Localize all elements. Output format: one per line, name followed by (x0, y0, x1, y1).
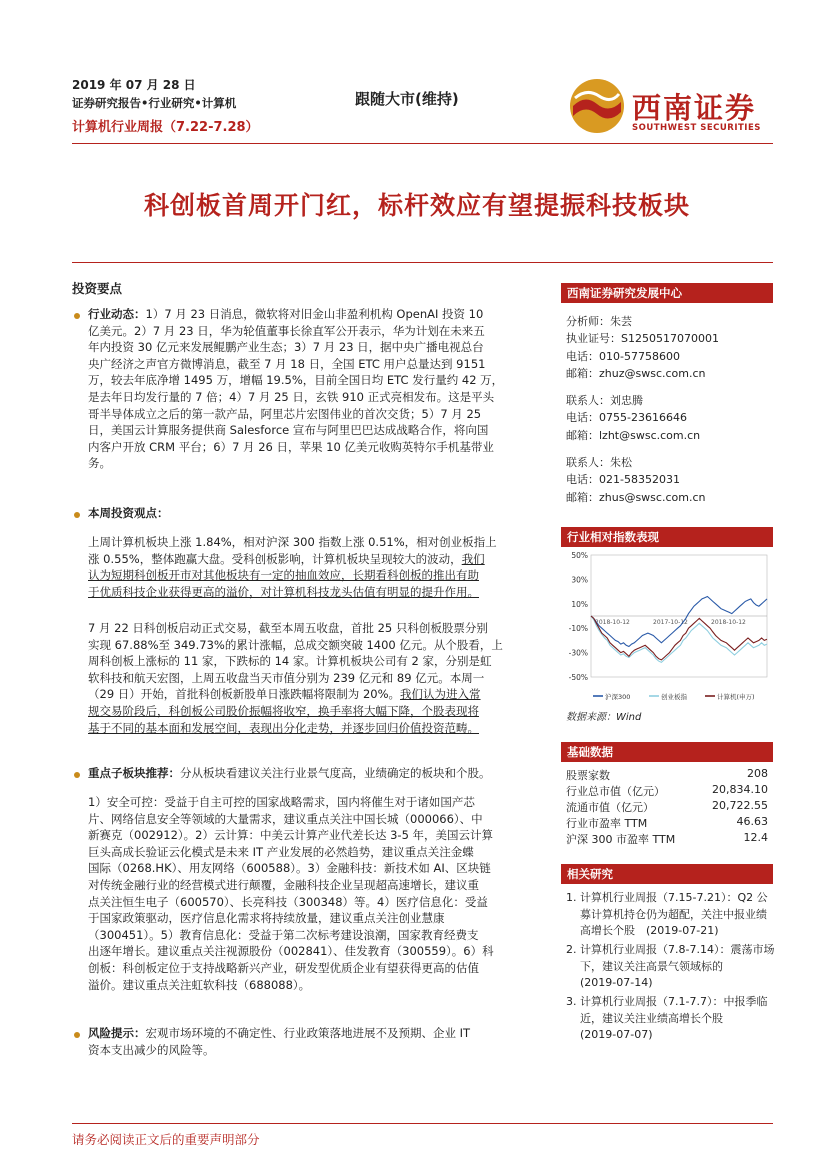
weekly-view-paragraph-1 (88, 534, 548, 600)
line: 务。 (88, 456, 111, 471)
legend-label: 沪深300 (605, 693, 631, 701)
underlined-text: 于优质科技企业获得更高的溢价，对计算机科技龙头估值有明显的提升作用。 (88, 584, 479, 599)
contact-name: 联系人：朱松 (566, 456, 632, 469)
focus-text: 分从板块看建议关注行业景气度高，业绩确定的板块和个股。 (180, 766, 491, 780)
line: 7 月 22 日科创板启动正式交易，截至本周五收盘，首批 25 只科创板股票分别 (88, 621, 488, 635)
report-date: 2019 年 07 月 28 日 (72, 78, 196, 92)
line: 对传统金融行业的经营模式进行颠覆，金融科技企业呈现超高速增长，建议重 (88, 877, 479, 892)
logo-text-cn: 西南证券 (632, 91, 757, 125)
related-report-line: (2019-07-14) (580, 976, 653, 989)
related-report-line: 2. 计算机行业周报（7.8-7.14）：震荡市场 (566, 943, 775, 956)
y-tick-label: 10% (571, 599, 588, 609)
underlined-text: 认为短期科创板开市对其他板块有一定的抽血效应，长期看科创板的推出有助 (88, 568, 479, 583)
focus-paragraph (88, 794, 548, 993)
basic-data-header: 基础数据 (561, 742, 773, 762)
bullet-icon (74, 313, 80, 319)
line: 央广经济之声官方微博消息，截至 7 月 18 日，全国 ETC 用户总量达到 9151 (88, 356, 486, 371)
basic-data-row (566, 767, 768, 783)
line: 于国家政策驱动，医疗信息化需求将持续放量，建议重点关注创业慧康 (88, 911, 445, 926)
line: 亿美元。2）7 月 23 日，华为轮值董事长徐直军公开表示，华为计划在未来五 (88, 323, 485, 338)
relative-index-chart (561, 549, 773, 707)
line: 哥半导体成立之后的第一款产品，阿里芯片宏图伟业的首次交货；5）7 月 25 (88, 406, 482, 421)
contact-email: 邮箱：lzht@swsc.com.cn (566, 428, 701, 442)
line: 是去年日均发行量的 7 倍；4）7 月 25 日，玄铁 910 正式亮相发布。这是平头 (88, 389, 495, 404)
line: 软科技和航天宏图，上周五收盘当天市值分别为 239 亿元和 89 亿元。本周一 (88, 670, 485, 685)
basic-data-key: 股票家数 (566, 769, 610, 782)
weekly-view-paragraph-2 (88, 620, 548, 736)
basic-data-key: 行业市盈率 TTM (566, 817, 648, 830)
basic-data-row (566, 831, 768, 847)
basic-data-row (566, 815, 768, 831)
related-research-header: 相关研究 (561, 864, 773, 884)
risk-label: 风险提示： (88, 1026, 146, 1040)
chart-header: 行业相对指数表现 (561, 527, 773, 547)
x-tick-label: 2018-10-12 (595, 619, 630, 626)
line: 万，较去年底净增 1495 万，增幅 19.5%，目前全国日均 ETC 发行量约 42 万， (88, 373, 504, 388)
analyst-license: 执业证号：S1250517070001 (566, 332, 719, 346)
focus-summary (88, 765, 548, 782)
y-tick-label: 30% (571, 575, 588, 585)
bullet-icon (74, 512, 80, 518)
rating: 跟随大市(维持) (355, 90, 459, 108)
related-report-line: 高增长个股 (2019-07-21) (580, 924, 719, 937)
underlined-text: 规交易阶段后，科创板公司股价振幅将收窄，换手率将大幅下降，个股表现将 (88, 703, 479, 718)
line: 出逐年增长。建议重点关注视源股份（002841）、佳发教育（300559）。6）科 (88, 944, 494, 959)
x-tick-label: 2018-10-12 (711, 619, 746, 626)
related-report-line: (2019-07-07) (580, 1028, 653, 1041)
line: 年内投资 30 亿元来发展鲲鹏产业生态；3）7 月 23 日，据中央广播电视总台 (88, 340, 484, 355)
contact-email: 邮箱：zhus@swsc.com.cn (566, 490, 706, 504)
line: 日，美国云计算服务提供商 Salesforce 宣布与阿里巴巴达成战略合作，将向国 (88, 423, 489, 438)
related-report-line: 募计算机持仓仍为超配，关注中报业绩 (580, 907, 767, 921)
line: 内客户开放 CRM 平台；6）7 月 26 日，苹果 10 亿美元收购英特尔手机基带业 (88, 439, 494, 454)
line: 实现 67.88%至 349.73%的累计涨幅，总成交额突破 1400 亿元。从个股看，上 (88, 637, 503, 652)
line: 1）安全可控：受益于自主可控的国家战略需求，国内将催生对于诸如国产芯 (88, 795, 475, 809)
basic-data-value: 208 (747, 767, 768, 780)
basic-data-row (566, 783, 768, 799)
line: 点关注恒生电子（600570）、长亮科技（300348）等。4）医疗信息化：受益 (88, 894, 488, 909)
line: 1）7 月 23 日消息，微软将对旧金山非盈利机构 OpenAI 投资 10 (145, 307, 484, 321)
title-divider (72, 262, 773, 263)
chart-source: 数据来源：Wind (566, 712, 642, 723)
y-tick-label: -10% (568, 624, 588, 634)
legend-label: 计算机(申万) (717, 693, 755, 701)
y-tick-label: -30% (568, 648, 588, 658)
analyst-contact-2 (566, 392, 700, 444)
header-divider (72, 143, 773, 144)
related-report-item[interactable] (566, 942, 774, 992)
line: 资本支出减少的风险等。 (88, 1042, 215, 1057)
contact-name: 联系人：刘忠腾 (566, 394, 643, 407)
analyst-phone: 电话：010-57758600 (566, 349, 680, 363)
basic-data-value: 12.4 (743, 831, 768, 844)
line: （300451）。5）教育信息化：受益于第二次标考建设浪潮，国家教育经费支 (88, 927, 479, 942)
underlined-text: 我们 (461, 551, 485, 566)
line: 国际（0268.HK）、用友网络（600588）。3）金融科技：新技术如 AI、区块链 (88, 861, 491, 876)
report-series: 计算机行业周报（7.22-7.28） (72, 120, 259, 135)
page-title: 科创板首周开门红，标杆效应有望提振科技板块 (143, 191, 690, 220)
line: 溢价。建议重点关注虹软科技（688088）。 (88, 977, 311, 992)
risk-paragraph (88, 1025, 548, 1058)
industry-dynamics-label: 行业动态： (88, 307, 146, 321)
report-type: 证券研究报告•行业研究•计算机 (72, 96, 237, 110)
line: 片、网络信息安全等领域的大量需求，建议重点关注中国长城（000066）、中 (88, 811, 483, 826)
contact-phone: 电话：021-58352031 (566, 473, 680, 487)
line: 宏观市场环境的不确定性、行业政策落地进展不及预期、企业 IT (145, 1026, 471, 1040)
weekly-view-label-row (88, 505, 548, 522)
research-center-header: 西南证券研究发展中心 (561, 283, 773, 303)
analyst-name: 分析师：朱芸 (566, 315, 632, 328)
related-report-item[interactable] (566, 994, 767, 1044)
basic-data-key: 行业总市值（亿元） (566, 785, 665, 798)
logo-text-en: SOUTHWEST SECURITIES (632, 123, 761, 133)
basic-data-value: 46.63 (736, 815, 768, 828)
related-report-line: 下，建议关注高景气领域标的 (580, 959, 723, 973)
contact-phone: 电话：0755-23616646 (566, 411, 687, 425)
basic-data-key: 流通市值（亿元） (566, 801, 654, 814)
y-tick-label: -50% (568, 673, 588, 682)
footer-divider (72, 1123, 773, 1124)
weekly-view-label: 本周投资观点： (88, 506, 169, 520)
related-report-line: 近，建议关注业绩高增长个股 (580, 1011, 723, 1025)
basic-data-value: 20,722.55 (712, 799, 768, 812)
logo-emblem-icon (567, 76, 627, 136)
line: （29 日）开始，首批科创板新股单日涨跌幅将限制为 20%。 (88, 687, 401, 702)
line: 创板：科创板定位于支持战略新兴产业，研发型优质企业有望获得更高的估值 (88, 960, 479, 975)
section-title: 投资要点 (72, 281, 123, 296)
bullet-icon (74, 1032, 80, 1038)
underlined-text: 我们认为进入常 (400, 687, 481, 702)
footer-disclaimer: 请务必阅读正文后的重要声明部分 (72, 1132, 260, 1147)
related-report-line: 1. 计算机行业周报（7.15-7.21）：Q2 公 (566, 891, 768, 904)
analyst-contact-1 (566, 313, 719, 382)
line: 涨 0.55%，整体跑赢大盘。受科创板影响，计算机板块呈现较大的波动， (88, 551, 462, 566)
analyst-email: 邮箱：zhuz@swsc.com.cn (566, 366, 706, 380)
related-report-item[interactable] (566, 890, 768, 940)
basic-data-value: 20,834.10 (712, 783, 768, 796)
line: 上周计算机板块上涨 1.84%，相对沪深 300 指数上涨 0.51%，相对创业板指上 (88, 535, 497, 549)
industry-dynamics-paragraph (88, 306, 548, 472)
line: 巨头高成长验证云化模式是未来 IT 产业发展的必然趋势，建议重点关注金蝶 (88, 844, 474, 859)
legend-label: 创业板指 (661, 693, 687, 701)
basic-data-row (566, 799, 768, 815)
bullet-icon (74, 772, 80, 778)
x-tick-label: 2017-10-12 (653, 619, 688, 626)
focus-label: 重点子板块推荐： (88, 766, 180, 780)
basic-data-key: 沪深 300 市盈率 TTM (566, 833, 676, 846)
related-report-line: 3. 计算机行业周报（7.1-7.7）：中报季临 (566, 995, 768, 1008)
underlined-text: 基于不同的基本面和发展空间，表现出分化走势，并逐步回归价值投资范畴。 (88, 720, 479, 735)
line: 新赛克（002912）。2）云计算：中美云计算产业代差长达 3-5 年，美国云计算 (88, 828, 494, 843)
line: 周科创板上涨标的 11 家，下跌标的 14 家。计算机板块公司有 2 家，分别是虹 (88, 654, 492, 669)
y-tick-label: 50% (571, 551, 588, 560)
analyst-contact-3 (566, 454, 705, 506)
